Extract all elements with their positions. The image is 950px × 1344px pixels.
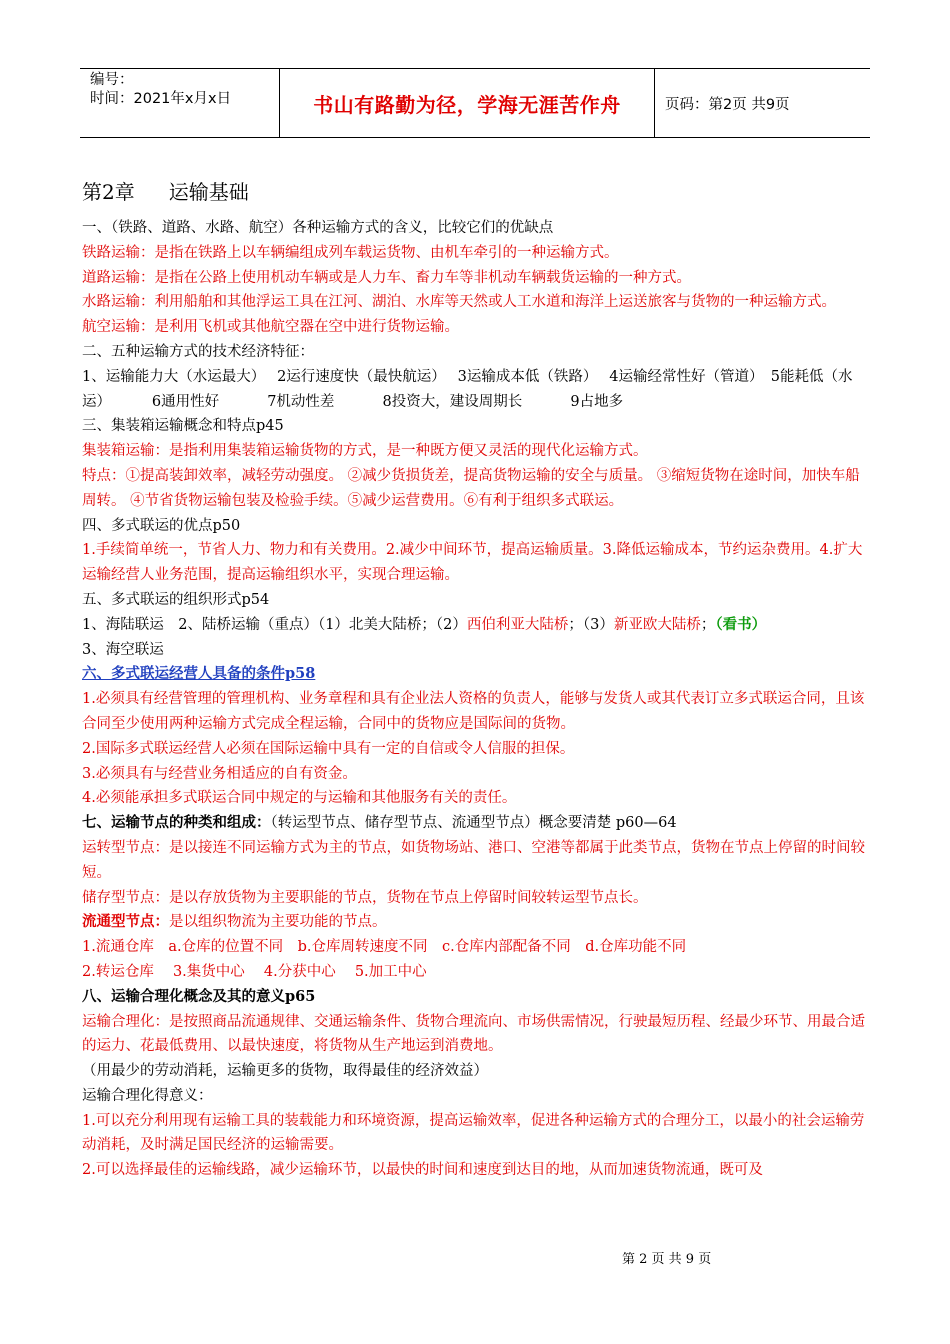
text-run: 1、海陆联运 2、陆桥运输（重点）（1）北美大陆桥；（2） — [82, 616, 467, 633]
paragraph: 1.流通仓库 a.仓库的位置不同 b.仓库周转速度不同 c.仓库内部配备不同 d.仓库功能不同 — [82, 939, 687, 956]
paragraph: 1、运输能力大（水运最大） 2运行速度快（最快航运） 3运输成本低（铁路） 4运输经常性好（管道） 5能耗低（水运） 6通用性好 7机动性差 8投资大，建设周期长 9占地多 — [82, 368, 853, 410]
paragraph: 3.必须具有与经营业务相适应的自有资金。 — [82, 765, 357, 782]
paragraph: 3、海空联运 — [82, 641, 164, 658]
paragraph: 三、集装箱运输概念和特点p45 — [82, 418, 284, 435]
paragraph: 水路运输：利用船舶和其他浮运工具在江河、湖泊、水库等天然或人工水道和海洋上运送旅客与货物的一种运输方式。 — [82, 294, 836, 311]
text-run: ；（3） — [568, 616, 614, 633]
date-label: 时间：2021年x月x日 — [90, 91, 232, 107]
text-run: 西伯利亚大陆桥 — [466, 616, 569, 633]
paragraph: 特点：①提高装卸效率，减轻劳动强度。 ②减少货损货差，提高货物运输的安全与质量。 ③缩短货物在途时间，加快车船周转。 ④节省货物运输包装及检验手续。⑤减少运营费用。⑥有利于组织多式联运。 — [82, 467, 860, 509]
paragraph: 1.手续简单统一，节省人力、物力和有关费用。2.减少中间环节，提高运输质量。3.降低运输成本，节约运杂费用。4.扩大运输经营人业务范围，提高运输组织水平，实现合理运输。 — [82, 542, 863, 584]
paragraph — [82, 613, 870, 638]
text-run: ； — [700, 616, 716, 633]
paragraph: （用最少的劳动消耗，运输更多的货物，取得最佳的经济效益） — [82, 1063, 488, 1080]
chapter-heading — [82, 172, 870, 212]
paragraph: 2.转运仓库 3.集货中心 4.分获中心 5.加工中心 — [82, 963, 427, 980]
paragraph: 运转型节点：是以接连不同运输方式为主的节点，如货物场站、港口、空港等都属于此类节点，货物在节点上停留的时间较短。 — [82, 839, 865, 881]
paragraph: 道路运输：是指在公路上使用机动车辆或是人力车、畜力车等非机动车辆载货运输的一种方式。 — [82, 269, 691, 286]
text-run: 新亚欧大陆桥 — [613, 616, 701, 633]
chapter-title: 运输基础 — [168, 180, 249, 204]
document-body — [82, 172, 870, 1183]
paragraph: 储存型节点：是以存放货物为主要职能的节点，货物在节点上停留时间较转运型节点长。 — [82, 889, 648, 906]
paragraph: 2.国际多式联运经营人必须在国际运输中具有一定的自信或令人信服的担保。 — [82, 740, 575, 757]
paragraph: 运输合理化得意义： — [82, 1087, 213, 1104]
number-label: 编号： — [90, 72, 134, 88]
paragraph: 四、多式联运的优点p50 — [82, 517, 241, 534]
text-run: 七、运输节点的种类和组成： — [82, 814, 271, 832]
paragraph: 2.可以选择最佳的运输线路，减少运输环节，以最快的时间和速度到达目的地，从而加速货物流通，既可及 — [82, 1162, 763, 1179]
paragraph: 集装箱运输：是指利用集装箱运输货物的方式，是一种既方便又灵活的现代化运输方式。 — [82, 443, 648, 460]
paragraph-list — [82, 216, 870, 1183]
paragraph: 1.必须具有经营管理的管理机构、业务章程和具有企业法人资格的负责人，能够与发货人或其代表订立多式联运合同，且该合同至少使用两种运输方式完成全程运输，合同中的货物应是国际间的货物。 — [82, 691, 865, 732]
text-run: 是以组织物流为主要功能的节点。 — [169, 914, 387, 931]
paragraph: 航空运输：是利用飞机或其他航空器在空中进行货物运输。 — [82, 319, 459, 336]
page-footer: 第 2 页 共 9 页 — [622, 1252, 712, 1267]
paragraph — [82, 910, 870, 935]
motto: 书山有路勤为径，学海无涯苦作舟 — [280, 69, 655, 137]
paragraph: 运输合理化：是按照商品流通规律、交通运输条件、货物合理流向、市场供需情况，行驶最短历程、经最少环节、用最合适的运力、花最低费用、以最快速度，将货物从生产地运到消费地。 — [82, 1013, 865, 1055]
text-run: 流通型节点： — [82, 913, 169, 931]
paragraph: 一、（铁路、道路、水路、航空）各种运输方式的含义，比较它们的优缺点 — [82, 220, 554, 236]
text-run: （看书） — [715, 615, 767, 633]
page-info: 页码：第2页 共9页 — [665, 96, 790, 113]
paragraph: 六、多式联运经营人具备的条件p58 — [82, 665, 316, 683]
header-left-cell — [80, 69, 280, 137]
paragraph: 八、运输合理化概念及其的意义p65 — [82, 987, 316, 1005]
paragraph — [82, 811, 870, 836]
chapter-number: 第2章 — [82, 180, 135, 204]
text-run: （转运型节点、储存型节点、流通型节点）概念要清楚 p60—64 — [270, 815, 677, 832]
paragraph: 二、五种运输方式的技术经济特征： — [82, 343, 314, 360]
paragraph: 铁路运输：是指在铁路上以车辆编组成列车载运货物、由机车牵引的一种运输方式。 — [82, 244, 619, 261]
paragraph: 4.必须能承担多式联运合同中规定的与运输和其他服务有关的责任。 — [82, 790, 517, 807]
paragraph: 1.可以充分利用现有运输工具的装载能力和环境资源，提高运输效率，促进各种运输方式的合理分工，以最小的社会运输劳动消耗，及时满足国民经济的运输需要。 — [82, 1112, 865, 1154]
paragraph: 五、多式联运的组织形式p54 — [82, 591, 270, 608]
header-table — [80, 68, 870, 138]
